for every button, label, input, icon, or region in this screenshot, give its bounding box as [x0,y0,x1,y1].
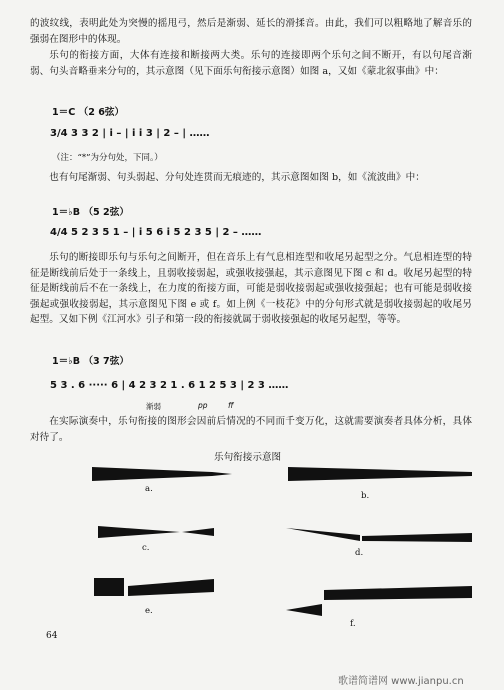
figure-c-shape-right [182,528,214,536]
figure-label-f: f. [350,619,356,629]
figure-f-shape-right [324,586,472,600]
figure-label-b: b. [361,491,370,501]
figure-label-a: a. [145,484,153,494]
example1-key: 1＝C （2 6弦） [52,107,125,118]
figure-label-c: c. [142,543,150,553]
example3-mark-pp: pp [198,401,208,410]
paragraph-intro: 的波纹线，表明此处为突慢的摇甩弓，然后是渐弱、延长的滑揉音。由此，我们可以粗略地了解音乐的强弱在图形中的体现。 [30,18,472,45]
paragraph-break: 乐句的断接即乐句与乐句之间断开，但在音乐上有气息相连型和收尾另起型之分。气息相连型的特征是断线前后处于一条线上，且弱收接弱起，或强收接强起，其示意图见下图 c 和 d。收尾另起型的特征是断线前后不在一条线上，在力度的衔接方面，可能是弱收接弱起或强收接强起；也有可能是弱收接强起或强收接弱起，其示意图见下图 e 或 f。如上例《一枝花》中的分句形式就是弱收接弱起的收尾另起型。又如下例《江河水》引子和第一段的衔接就属于弱收接强起的收尾另起型，等等。 [30,252,472,326]
figure-a-shape [92,467,232,481]
paragraph-practice: 在实际演奏中，乐句衔接的图形会因前后情况的不同而千变万化，这就需要演奏者具体分析，具体对待了。 [30,416,472,443]
example2-key: 1＝♭B （5 2弦） [52,207,129,218]
example2-notation: 4/4 5 2 3 5 1 – | i 5 6 i 5 2 3 5 | 2 – …… [50,227,262,238]
figure-e-shape-left [94,578,124,596]
figure-title: 乐句衔接示意图 [214,452,282,463]
figure-label-e: e. [145,606,153,616]
figure-e-shape-right [128,579,214,596]
figure-b-shape [288,467,472,481]
figure-d-shape-left [286,528,360,541]
example3-mark-dim: 渐弱 [146,402,161,411]
figure-f-shape-left [286,604,322,616]
example3-notation: 5 3 . 6 ····· 6 | 4 2 3 2 1 . 6 1 2 5 3 | 2 3 …… [50,380,289,391]
example1-note: （注：“*”为分句处，下同。） [52,153,163,163]
page-number: 64 [46,631,58,641]
paragraph-connection: 乐句的衔接方面，大体有连接和断接两大类。乐句的连接即两个乐句之间不断开，有以句尾音渐弱、句头音略垂来分句的，其示意图（见下面乐句衔接示意图）如图 a，又如《蒙北叙事曲》中： [30,50,472,77]
example1-notation: 3/4 3 3 2 | i – | i i 3 | 2 – | …… [50,128,210,139]
example3-mark-ff: ff [228,401,234,410]
site-watermark: 歌谱简谱网 www.jianpu.cn [338,676,464,687]
example3-key: 1＝♭B （3 7弦） [52,356,129,367]
figure-d-shape-right [362,533,472,542]
paragraph-smooth: 也有句尾渐弱、句头弱起、分句处连贯而无痕迹的，其示意图如图 b，如《流波曲》中： [49,172,425,183]
figure-c-shape-left [98,526,180,538]
figure-label-d: d. [355,548,364,558]
